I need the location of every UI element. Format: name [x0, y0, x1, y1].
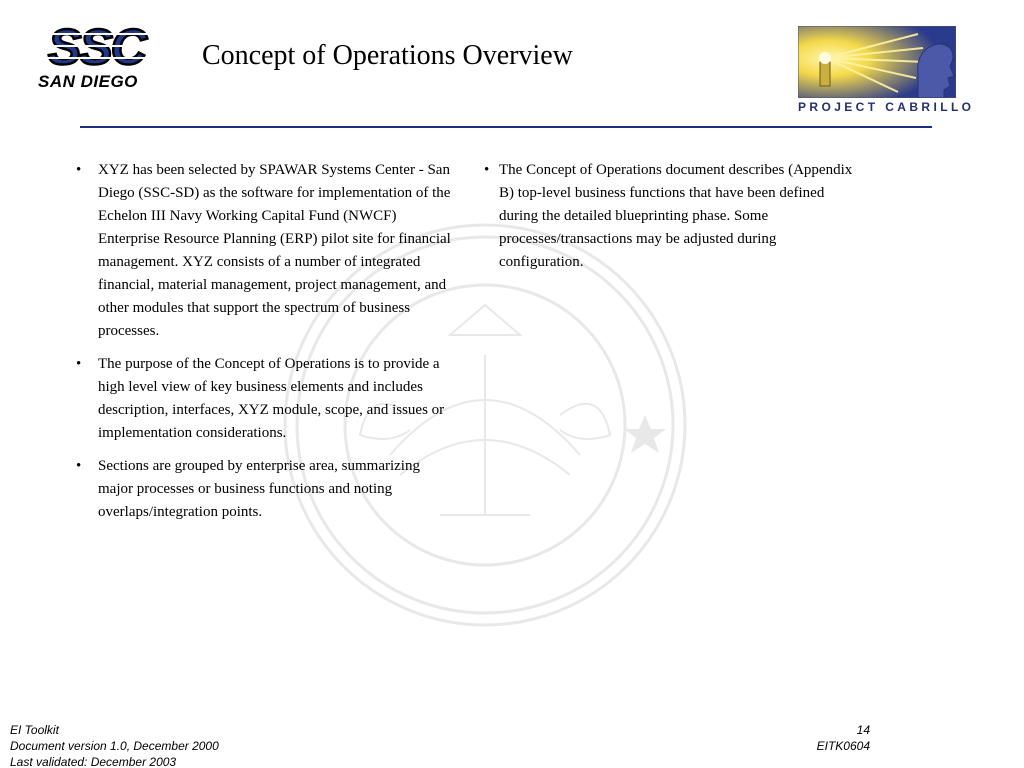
list-item [484, 159, 864, 274]
ssc-logo-subtitle: SAN DIEGO [38, 72, 138, 91]
page-title: Concept of Operations Overview [202, 40, 573, 71]
bullet-text: The purpose of the Concept of Operations is to provide a high level view of key business elements and includes description, interfaces, XYZ module, scope, and issues or implementation considerations. [98, 356, 445, 441]
bullet-text: Sections are grouped by enterprise area, summarizing major processes or business functions and noting overlaps/integration points. [98, 458, 420, 520]
lighthouse-beam-icon [798, 26, 956, 98]
title-divider [80, 126, 932, 128]
bullet-icon: • [76, 356, 82, 372]
footer-left [10, 722, 219, 768]
project-cabrillo-logo [790, 26, 975, 118]
right-column [484, 159, 864, 284]
ssc-logo-mark-icon [38, 22, 190, 70]
svg-text:SSC: SSC [48, 22, 145, 70]
list-item [76, 353, 458, 445]
bullet-icon: • [76, 162, 82, 178]
footer-toolkit: EI Toolkit [10, 723, 59, 737]
footer-version: Document version 1.0, December 2000 [10, 739, 219, 753]
bullet-icon: • [76, 458, 82, 474]
list-item [76, 455, 458, 524]
project-cabrillo-wordmark: PROJECT CABRILLO [798, 100, 975, 114]
footer-right [740, 722, 870, 754]
bullet-icon: • [484, 162, 490, 178]
page-number: 14 [856, 723, 870, 737]
list-item [76, 159, 458, 343]
ssc-san-diego-logo [38, 22, 190, 96]
footer-validated: Last validated: December 2003 [10, 755, 177, 768]
bullet-text: The Concept of Operations document describes (Appendix B) top-level business functions that have been defined during the detailed blueprinting phase. Some processes/transactions may be adjusted during configuration. [499, 162, 853, 270]
left-column [76, 159, 458, 534]
doc-code: EITK0604 [816, 739, 870, 753]
bullet-text: XYZ has been selected by SPAWAR Systems Center - San Diego (SSC-SD) as the software for implementation of the Echelon III Navy Working Capital Fund (NWCF) Enterprise Resource Planning (ERP) pilot site for financial management. XYZ consists of a number of integrated financial, material management, project management, and other modules that support the spectrum of business processes. [98, 162, 451, 339]
